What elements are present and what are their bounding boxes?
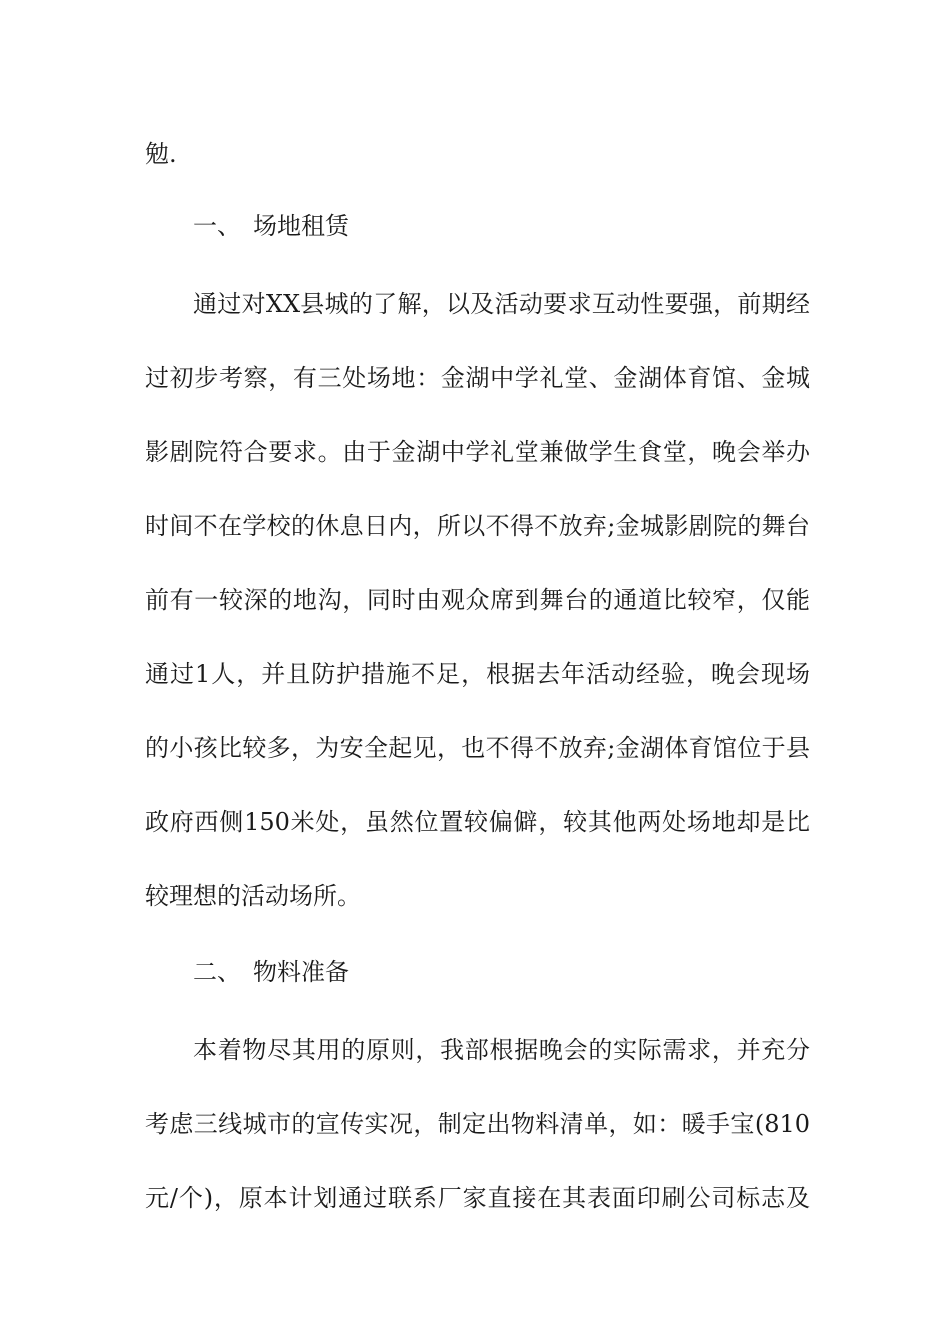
paragraph-fragment: 勉.	[145, 140, 177, 168]
text-line: 的小孩比较多，为安全起见，也不得不放弃;金湖体育馆位于县	[145, 734, 810, 762]
text-line: 过初步考察，有三处场地：金湖中学礼堂、金湖体育馆、金城	[145, 364, 810, 392]
section-title: 场地租赁	[253, 212, 349, 240]
text-line: 政府西侧150米处，虽然位置较偏僻，较其他两处场地却是比	[145, 808, 810, 836]
section-number: 二、	[193, 958, 241, 986]
text-line: 通过1人，并且防护措施不足，根据去年活动经验，晚会现场	[145, 660, 810, 688]
text-line: 较理想的活动场所。	[145, 882, 361, 910]
text-line: 考虑三线城市的宣传实况，制定出物料清单，如：暖手宝(810	[145, 1110, 810, 1138]
text-line: 元/个)，原本计划通过联系厂家直接在其表面印刷公司标志及	[145, 1184, 810, 1212]
section-title: 物料准备	[253, 958, 349, 986]
text-line: 时间不在学校的休息日内，所以不得不放弃;金城影剧院的舞台	[145, 512, 810, 540]
text-line: 本着物尽其用的原则，我部根据晚会的实际需求，并充分	[193, 1036, 810, 1064]
section-number: 一、	[193, 212, 241, 240]
text-line: 前有一较深的地沟，同时由观众席到舞台的通道比较窄，仅能	[145, 586, 810, 614]
text-line: 通过对XX县城的了解，以及活动要求互动性要强，前期经	[193, 290, 810, 318]
text-line: 影剧院符合要求。由于金湖中学礼堂兼做学生食堂，晚会举办	[145, 438, 810, 466]
